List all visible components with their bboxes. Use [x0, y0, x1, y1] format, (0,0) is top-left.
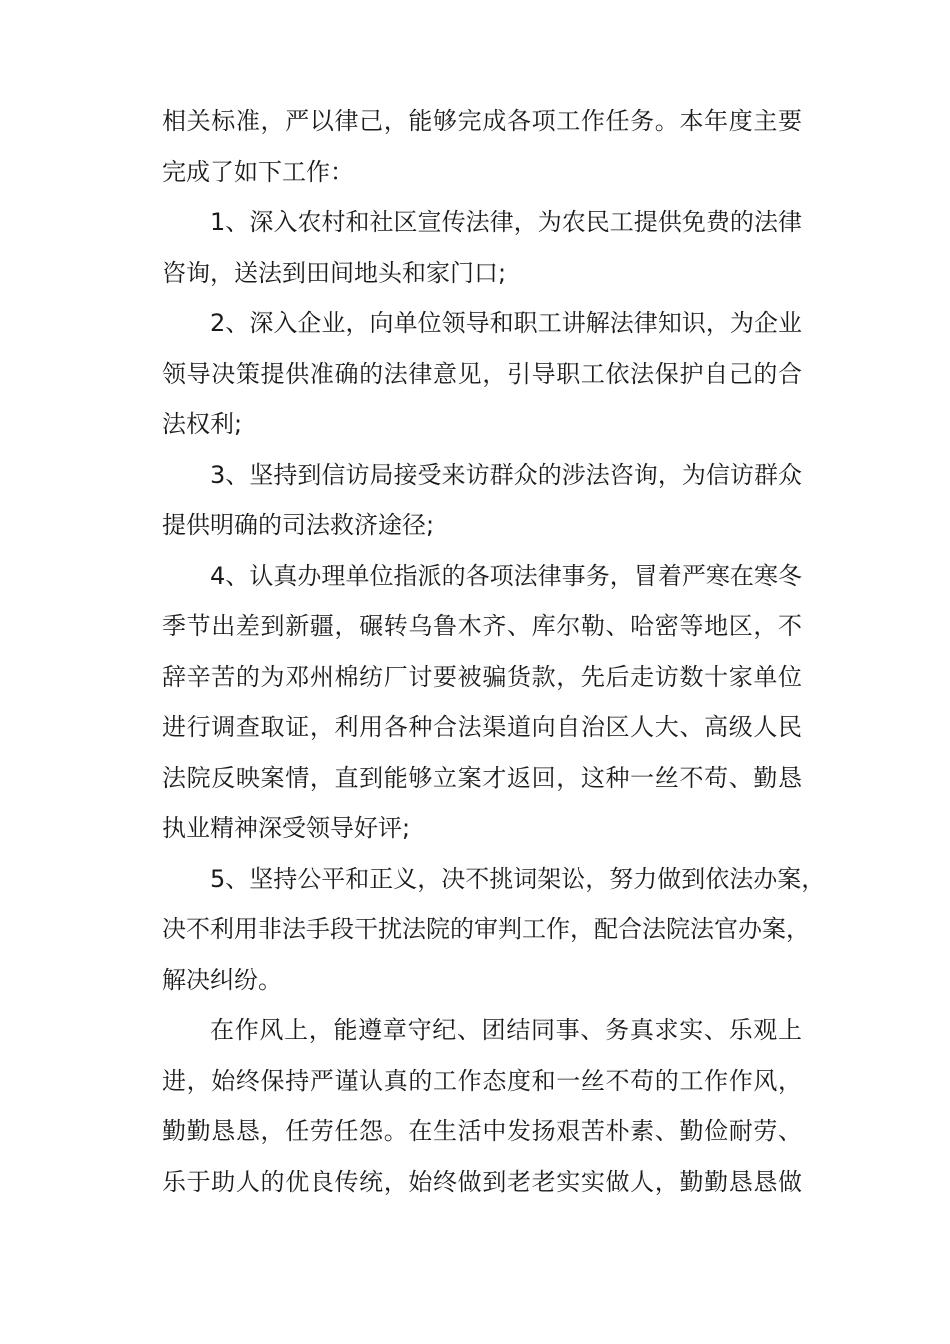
text-line: 3、坚持到信访局接受来访群众的涉法咨询，为信访群众	[210, 460, 802, 489]
text-line: 解决纠纷。	[162, 965, 282, 994]
text-line: 进，始终保持严谨认真的工作态度和一丝不苟的工作作风，	[162, 1066, 802, 1095]
text-line: 2、深入企业，向单位领导和职工讲解法律知识，为企业	[210, 309, 802, 337]
text-line: 法权利;	[162, 410, 243, 438]
text-line: 完成了如下工作：	[162, 157, 354, 186]
text-line: 在作风上，能遵章守纪、团结同事、务真求实、乐观上	[210, 1016, 802, 1044]
document-body	[162, 96, 826, 1207]
text-line: 勤勤恳恳，任劳任怨。在生活中发扬艰苦朴素、勤俭耐劳、	[162, 1117, 802, 1145]
text-line: 进行调查取证，利用各种合法渠道向自治区人大、高级人民	[162, 713, 802, 741]
text-line: 执业精神深受领导好评;	[162, 814, 411, 842]
text-line: 1、深入农村和社区宣传法律，为农民工提供免费的法律	[210, 208, 802, 236]
text-line: 领导决策提供准确的法律意见，引导职工依法保护自己的合	[162, 359, 802, 388]
text-line: 5、坚持公平和正义，决不挑词架讼，努力做到依法办案，	[210, 864, 826, 893]
text-line: 咨询，送法到田间地头和家门口;	[162, 258, 507, 287]
text-line: 法院反映案情，直到能够立案才返回，这种一丝不苟、勤恳	[162, 763, 802, 792]
text-line: 4、认真办理单位指派的各项法律事务，冒着严寒在寒冬	[210, 561, 802, 590]
text-line: 相关标准，严以律己，能够完成各项工作任务。本年度主要	[162, 107, 802, 135]
text-line: 决不利用非法手段干扰法院的审判工作，配合法院法官办案，	[162, 915, 810, 943]
text-line: 辞辛苦的为邓州棉纺厂讨要被骗货款，先后走访数十家单位	[162, 662, 802, 691]
text-line: 提供明确的司法救济途径;	[162, 511, 435, 539]
text-line: 季节出差到新疆，碾转乌鲁木齐、库尔勒、哈密等地区，不	[162, 612, 802, 640]
text-line: 乐于助人的优良传统，始终做到老老实实做人，勤勤恳恳做	[162, 1167, 802, 1196]
